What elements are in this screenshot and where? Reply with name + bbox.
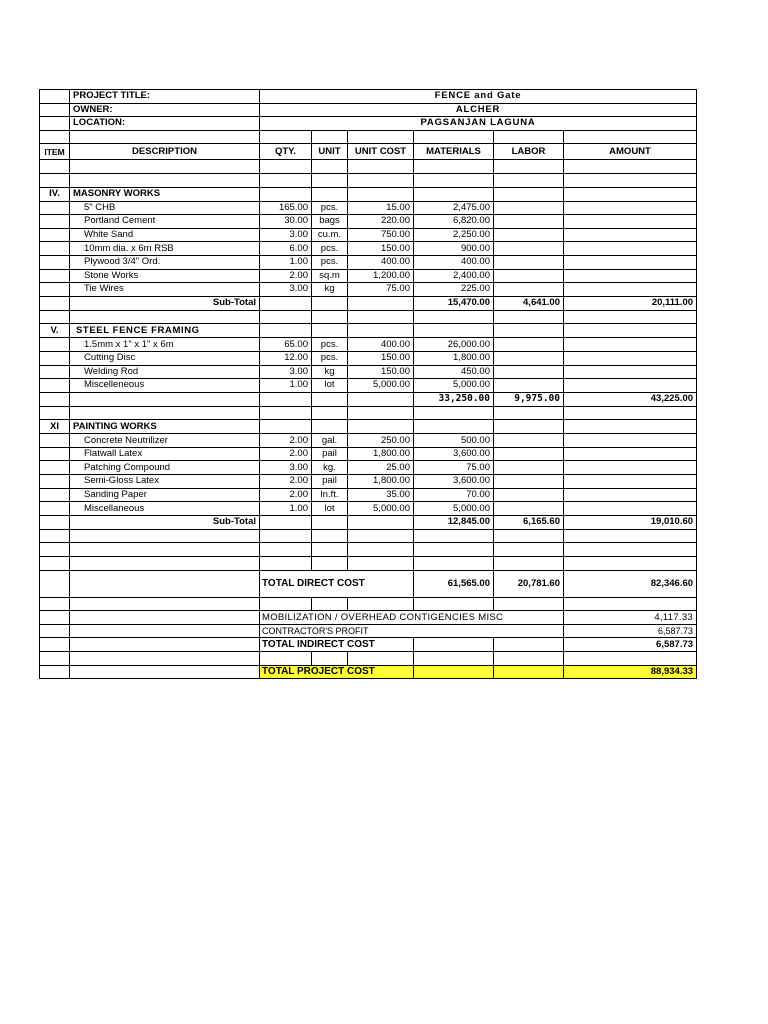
section-roman-numeral[interactable]: XI bbox=[40, 420, 70, 434]
cell-blank[interactable] bbox=[40, 117, 70, 131]
spacer-row bbox=[40, 543, 697, 557]
item-description[interactable]: Welding Rod bbox=[70, 365, 260, 379]
cost-estimate-sheet bbox=[39, 89, 697, 679]
subtotal-amount[interactable]: 43,225.00 bbox=[564, 392, 697, 406]
total-direct-cost-label[interactable]: TOTAL DIRECT COST bbox=[260, 570, 414, 597]
section-header-row bbox=[40, 324, 697, 338]
location-row bbox=[40, 117, 697, 131]
item-unit-cost[interactable]: 400.00 bbox=[348, 255, 414, 269]
item-description[interactable]: Stone Works bbox=[70, 269, 260, 283]
item-description[interactable]: 10mm dia. x 6m RSB bbox=[70, 242, 260, 256]
total-project-cost-label[interactable]: TOTAL PROJECT COST bbox=[260, 665, 414, 679]
owner-value[interactable]: ALCHER bbox=[260, 103, 697, 117]
subtotal-materials[interactable]: 15,470.00 bbox=[414, 296, 494, 310]
col-labor-header[interactable]: LABOR bbox=[494, 144, 564, 160]
subtotal-amount[interactable]: 20,111.00 bbox=[564, 296, 697, 310]
project-title-label[interactable]: PROJECT TITLE: bbox=[70, 90, 260, 104]
item-materials[interactable]: 400.00 bbox=[414, 255, 494, 269]
line-item-row bbox=[40, 255, 697, 269]
item-unit-cost[interactable]: 150.00 bbox=[348, 351, 414, 365]
item-materials[interactable]: 2,400.00 bbox=[414, 269, 494, 283]
item-description[interactable]: Cutting Disc bbox=[70, 351, 260, 365]
subtotal-materials[interactable]: 33,250.00 bbox=[414, 392, 494, 406]
item-unit-cost[interactable]: 150.00 bbox=[348, 365, 414, 379]
item-unit[interactable]: pcs. bbox=[312, 255, 348, 269]
project-title-row bbox=[40, 90, 697, 104]
item-unit-cost[interactable]: 1,800.00 bbox=[348, 475, 414, 489]
sections-body bbox=[40, 173, 697, 542]
item-unit-cost[interactable]: 750.00 bbox=[348, 228, 414, 242]
item-materials[interactable]: 500.00 bbox=[414, 434, 494, 448]
line-item-row bbox=[40, 283, 697, 297]
item-unit-cost[interactable]: 5,000.00 bbox=[348, 502, 414, 516]
item-unit[interactable]: lot bbox=[312, 502, 348, 516]
item-materials[interactable]: 225.00 bbox=[414, 283, 494, 297]
line-item-row bbox=[40, 201, 697, 215]
line-item-row bbox=[40, 269, 697, 283]
item-unit[interactable]: pail bbox=[312, 447, 348, 461]
owner-label[interactable]: OWNER: bbox=[70, 103, 260, 117]
item-description[interactable]: White Sand bbox=[70, 228, 260, 242]
item-qty[interactable]: 2.00 bbox=[260, 269, 312, 283]
spacer-row bbox=[40, 597, 697, 611]
item-unit[interactable]: pcs. bbox=[312, 242, 348, 256]
total-indirect-amount[interactable]: 6,587.73 bbox=[564, 638, 697, 652]
section-header-row bbox=[40, 187, 697, 201]
item-unit[interactable]: pcs. bbox=[312, 201, 348, 215]
subtotal-amount[interactable]: 19,010.60 bbox=[564, 515, 697, 529]
spacer-row bbox=[40, 652, 697, 666]
mobilization-row bbox=[40, 611, 697, 625]
subtotal-materials[interactable]: 12,845.00 bbox=[414, 515, 494, 529]
contractor-profit-amount[interactable]: 6,587.73 bbox=[564, 624, 697, 638]
section-header-row bbox=[40, 420, 697, 434]
line-item-row bbox=[40, 461, 697, 475]
item-qty[interactable]: 3.00 bbox=[260, 461, 312, 475]
item-description[interactable]: Portland Cement bbox=[70, 215, 260, 229]
section-roman-numeral[interactable]: IV. bbox=[40, 187, 70, 201]
subtotal-row bbox=[40, 515, 697, 529]
col-description-header[interactable]: DESCRIPTION bbox=[70, 144, 260, 160]
subtotal-labor[interactable]: 6,165.60 bbox=[494, 515, 564, 529]
item-description[interactable]: Miscelleneous bbox=[70, 379, 260, 393]
item-unit-cost[interactable]: 35.00 bbox=[348, 488, 414, 502]
item-qty[interactable]: 3.00 bbox=[260, 283, 312, 297]
sheet-body bbox=[40, 90, 697, 174]
item-description[interactable]: 5" CHB bbox=[70, 201, 260, 215]
item-unit[interactable]: cu.m. bbox=[312, 228, 348, 242]
col-qty-header[interactable]: QTY. bbox=[260, 144, 312, 160]
item-description[interactable]: Sanding Paper bbox=[70, 488, 260, 502]
contractor-profit-label[interactable]: CONTRACTOR'S PROFIT bbox=[260, 624, 564, 638]
item-unit[interactable]: lot bbox=[312, 379, 348, 393]
location-label[interactable]: LOCATION: bbox=[70, 117, 260, 131]
line-item-row bbox=[40, 434, 697, 448]
item-qty[interactable]: 2.00 bbox=[260, 475, 312, 489]
subtotal-labor[interactable]: 4,641.00 bbox=[494, 296, 564, 310]
section-roman-numeral[interactable]: V. bbox=[40, 324, 70, 338]
item-unit-cost[interactable]: 250.00 bbox=[348, 434, 414, 448]
line-item-row bbox=[40, 475, 697, 489]
item-unit[interactable]: sq.m bbox=[312, 269, 348, 283]
item-unit[interactable]: kg bbox=[312, 365, 348, 379]
item-description[interactable]: Plywood 3/4" Ord. bbox=[70, 255, 260, 269]
item-qty[interactable]: 3.00 bbox=[260, 228, 312, 242]
total-direct-materials[interactable]: 61,565.00 bbox=[414, 570, 494, 597]
total-project-amount[interactable]: 88,934.33 bbox=[564, 665, 697, 679]
column-header-row bbox=[40, 144, 697, 160]
item-materials[interactable]: 2,475.00 bbox=[414, 201, 494, 215]
col-unit-header[interactable]: UNIT bbox=[312, 144, 348, 160]
totals-body bbox=[40, 543, 697, 679]
project-title-value[interactable]: FENCE and Gate bbox=[260, 90, 697, 104]
item-qty[interactable]: 165.00 bbox=[260, 201, 312, 215]
spacer-row bbox=[40, 310, 697, 324]
subtotal-labor[interactable]: 9,975.00 bbox=[494, 392, 564, 406]
item-qty[interactable]: 30.00 bbox=[260, 215, 312, 229]
item-qty[interactable]: 1.00 bbox=[260, 255, 312, 269]
item-materials[interactable]: 3,600.00 bbox=[414, 447, 494, 461]
mobilization-label[interactable]: MOBILIZATION / OVERHEAD CONTIGENCIES MISC bbox=[260, 611, 564, 625]
mobilization-amount[interactable]: 4,117.33 bbox=[564, 611, 697, 625]
line-item-row bbox=[40, 215, 697, 229]
line-item-row bbox=[40, 365, 697, 379]
cell-blank[interactable] bbox=[40, 103, 70, 117]
item-description[interactable]: Flatwall Latex bbox=[70, 447, 260, 461]
item-unit-cost[interactable]: 400.00 bbox=[348, 338, 414, 352]
item-unit[interactable]: kg bbox=[312, 283, 348, 297]
item-description[interactable]: Patching Compound bbox=[70, 461, 260, 475]
subtotal-label[interactable] bbox=[70, 392, 260, 406]
line-item-row bbox=[40, 242, 697, 256]
item-unit-cost[interactable]: 75.00 bbox=[348, 283, 414, 297]
item-qty[interactable]: 12.00 bbox=[260, 351, 312, 365]
total-direct-amount[interactable]: 82,346.60 bbox=[564, 570, 697, 597]
total-direct-cost-row bbox=[40, 570, 697, 597]
contractor-profit-row bbox=[40, 624, 697, 638]
item-unit-cost[interactable]: 15.00 bbox=[348, 201, 414, 215]
spacer-row bbox=[40, 130, 697, 144]
item-materials[interactable]: 70.00 bbox=[414, 488, 494, 502]
item-unit[interactable]: kg. bbox=[312, 461, 348, 475]
spacer-row bbox=[40, 160, 697, 174]
item-unit-cost[interactable]: 1,200.00 bbox=[348, 269, 414, 283]
spacer-row bbox=[40, 173, 697, 187]
line-item-row bbox=[40, 502, 697, 516]
item-unit[interactable]: pcs. bbox=[312, 351, 348, 365]
cell-blank[interactable] bbox=[40, 90, 70, 104]
item-materials[interactable]: 1,800.00 bbox=[414, 351, 494, 365]
item-materials[interactable]: 5,000.00 bbox=[414, 379, 494, 393]
item-qty[interactable]: 3.00 bbox=[260, 365, 312, 379]
item-unit[interactable]: pail bbox=[312, 475, 348, 489]
item-qty[interactable]: 2.00 bbox=[260, 488, 312, 502]
line-item-row bbox=[40, 379, 697, 393]
item-qty[interactable]: 2.00 bbox=[260, 434, 312, 448]
line-item-row bbox=[40, 488, 697, 502]
item-qty[interactable]: 2.00 bbox=[260, 447, 312, 461]
item-unit-cost[interactable]: 1,800.00 bbox=[348, 447, 414, 461]
subtotal-row bbox=[40, 392, 697, 406]
item-unit-cost[interactable]: 25.00 bbox=[348, 461, 414, 475]
item-materials[interactable]: 3,600.00 bbox=[414, 475, 494, 489]
item-description[interactable]: Miscellaneous bbox=[70, 502, 260, 516]
item-unit-cost[interactable]: 220.00 bbox=[348, 215, 414, 229]
spacer-row bbox=[40, 529, 697, 543]
item-unit[interactable]: gal. bbox=[312, 434, 348, 448]
item-unit[interactable]: ln.ft. bbox=[312, 488, 348, 502]
col-materials-header[interactable]: MATERIALS bbox=[414, 144, 494, 160]
line-item-row bbox=[40, 338, 697, 352]
item-unit[interactable]: pcs. bbox=[312, 338, 348, 352]
item-unit-cost[interactable]: 150.00 bbox=[348, 242, 414, 256]
total-indirect-cost-label[interactable]: TOTAL INDIRECT COST bbox=[260, 638, 414, 652]
item-qty[interactable]: 1.00 bbox=[260, 379, 312, 393]
col-unit-cost-header[interactable]: UNIT COST bbox=[348, 144, 414, 160]
spacer-row bbox=[40, 406, 697, 420]
line-item-row bbox=[40, 447, 697, 461]
total-indirect-cost-row bbox=[40, 638, 697, 652]
item-qty[interactable]: 1.00 bbox=[260, 502, 312, 516]
location-value[interactable]: PAGSANJAN LAGUNA bbox=[260, 117, 697, 131]
item-materials[interactable]: 26,000.00 bbox=[414, 338, 494, 352]
owner-row bbox=[40, 103, 697, 117]
item-description[interactable]: Tie Wires bbox=[70, 283, 260, 297]
item-materials[interactable]: 75.00 bbox=[414, 461, 494, 475]
item-materials[interactable]: 6,820.00 bbox=[414, 215, 494, 229]
item-qty[interactable]: 65.00 bbox=[260, 338, 312, 352]
section-title[interactable]: PAINTING WORKS bbox=[70, 420, 260, 434]
item-qty[interactable]: 6.00 bbox=[260, 242, 312, 256]
col-item-header[interactable]: ITEM bbox=[40, 144, 70, 160]
item-unit[interactable]: bags bbox=[312, 215, 348, 229]
item-materials[interactable]: 2,250.00 bbox=[414, 228, 494, 242]
subtotal-label[interactable]: Sub-Total bbox=[70, 296, 260, 310]
spacer-row bbox=[40, 557, 697, 571]
item-unit-cost[interactable]: 5,000.00 bbox=[348, 379, 414, 393]
item-materials[interactable]: 900.00 bbox=[414, 242, 494, 256]
line-item-row bbox=[40, 228, 697, 242]
subtotal-label[interactable]: Sub-Total bbox=[70, 515, 260, 529]
item-description[interactable]: Concrete Neutrilizer bbox=[70, 434, 260, 448]
section-title[interactable]: MASONRY WORKS bbox=[70, 187, 260, 201]
section-title[interactable]: STEEL FENCE FRAMING bbox=[70, 324, 260, 338]
col-amount-header[interactable]: AMOUNT bbox=[564, 144, 697, 160]
subtotal-row bbox=[40, 296, 697, 310]
line-item-row bbox=[40, 351, 697, 365]
total-direct-labor[interactable]: 20,781.60 bbox=[494, 570, 564, 597]
item-materials[interactable]: 450.00 bbox=[414, 365, 494, 379]
item-materials[interactable]: 5,000.00 bbox=[414, 502, 494, 516]
item-description[interactable]: 1.5mm x 1" x 1" x 6m bbox=[70, 338, 260, 352]
item-description[interactable]: Semi-Gloss Latex bbox=[70, 475, 260, 489]
total-project-cost-row bbox=[40, 665, 697, 679]
